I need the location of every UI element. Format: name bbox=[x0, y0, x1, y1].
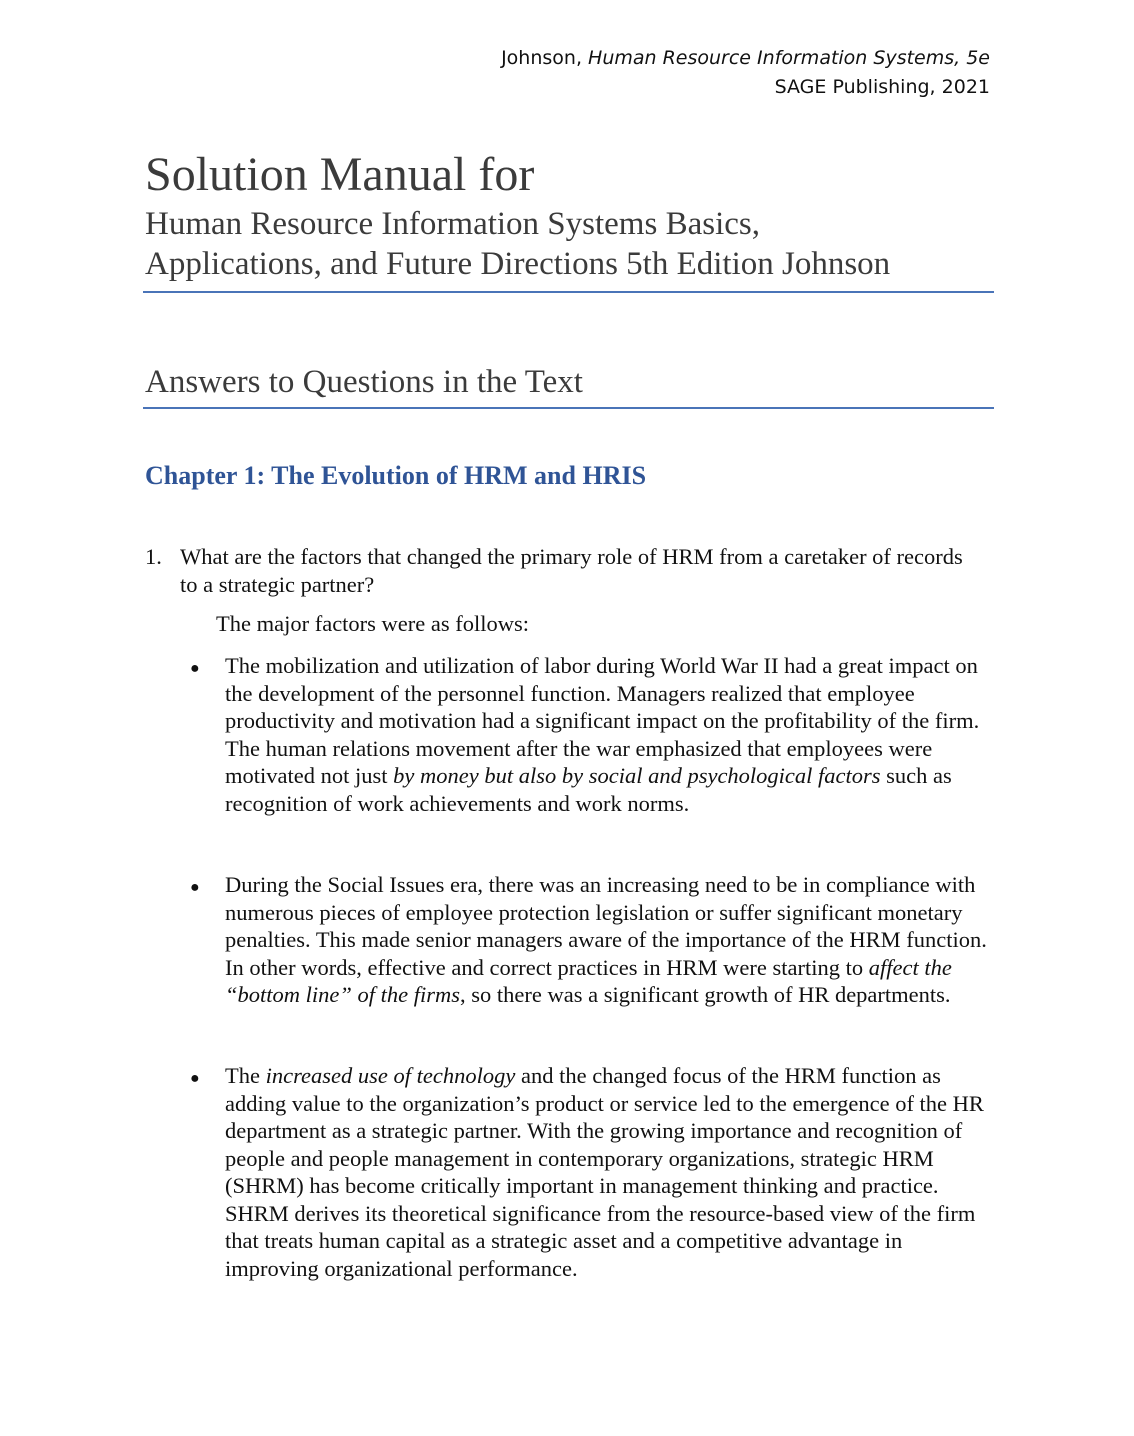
title-sub-line-1: Human Resource Information Systems Basics, bbox=[145, 206, 760, 242]
list-item-emphasis: affect the “bottom line” of the firms bbox=[225, 954, 952, 1007]
list-item-text: The bbox=[225, 1063, 266, 1088]
bullet-icon: ● bbox=[190, 660, 200, 677]
list-item-text: , so there was a significant growth of HR departments. bbox=[460, 982, 951, 1007]
list-item bbox=[225, 652, 995, 817]
list-item-text: such as recognition of work achievements and work norms. bbox=[225, 763, 952, 816]
header-author: Johnson, bbox=[501, 47, 589, 69]
section-divider bbox=[143, 407, 994, 409]
title-main: Solution Manual for bbox=[145, 148, 535, 201]
list-item-emphasis: by money but also by social and psychological factors bbox=[393, 763, 881, 788]
document-title bbox=[145, 146, 995, 284]
list-item-text: and the changed focus of the HRM function as adding value to the organization’s product or service led to the emergence of the HR department as a strategic partner. With the growing importance and recognition of people and people management in contemporary organizations, strategic HRM (SHRM) has become critically important in management thinking and practice. SHRM derives its theoretical significance from the resource-based view of the firm that treats human capital as a strategic asset and a competitive advantage in improving organizational performance. bbox=[225, 1063, 984, 1281]
question-text: What are the factors that changed the primary role of HRM from a caretaker of records to a strategic partner? bbox=[180, 544, 963, 597]
bullet-icon: ● bbox=[190, 879, 200, 896]
list-item bbox=[225, 871, 995, 1009]
question-number: 1. bbox=[145, 544, 162, 569]
title-sub-line-2: Applications, and Future Directions 5th Edition Johnson bbox=[145, 246, 891, 282]
list-item bbox=[225, 1062, 995, 1282]
header-citation bbox=[501, 44, 990, 73]
chapter-heading: Chapter 1: The Evolution of HRM and HRIS bbox=[145, 461, 647, 490]
title-divider bbox=[143, 291, 994, 293]
list-item-text: During the Social Issues era, there was an increasing need to be in compliance with numerous pieces of employee protection legislation or suffer significant monetary penalties. This made senior managers aware of the importance of the HRM function. In other words, effective and correct practices in HRM were starting to bbox=[225, 872, 987, 980]
answer-intro: The major factors were as follows: bbox=[216, 611, 530, 636]
running-header bbox=[501, 44, 990, 102]
section-heading: Answers to Questions in the Text bbox=[145, 364, 583, 400]
header-publisher: SAGE Publishing, 2021 bbox=[774, 76, 990, 98]
list-item-emphasis: increased use of technology bbox=[265, 1063, 516, 1088]
list-item-text: The mobilization and utilization of labor during World War II had a great impact on the development of the personnel function. Managers realized that employee productivity and motivation had a significant impact on the profitability of the firm. The human relations movement after the war emphasized that employees were motivated not just bbox=[225, 653, 980, 788]
bullet-icon: ● bbox=[190, 1070, 200, 1087]
header-book-title: Human Resource Information Systems, 5e bbox=[588, 47, 990, 69]
